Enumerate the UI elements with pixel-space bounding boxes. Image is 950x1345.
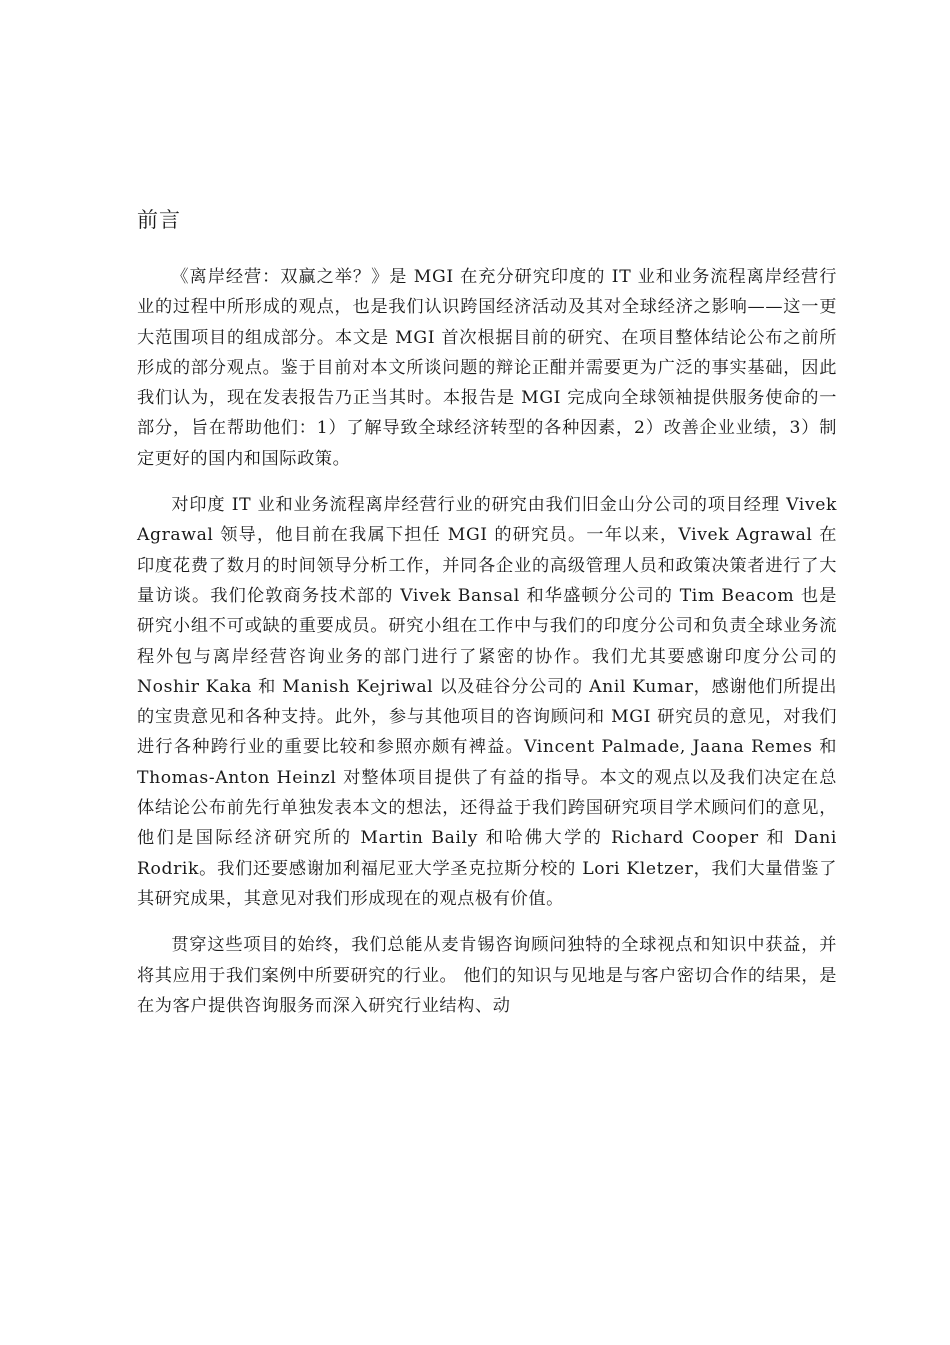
paragraph-intro: 《离岸经营：双赢之举？》是 MGI 在充分研究印度的 IT 业和业务流程离岸经营行业的过程中所形成的观点，也是我们认识跨国经济活动及其对全球经济之影响——这一更大范围项目的组成部分。本文是 MGI 首次根据目前的研究、在项目整体结论公布之前所形成的部分观点。鉴于目前对本文所谈问题的辩论正酣并需要更为广泛的事实基础，因此我们认为，现在发表报告乃正当其时。本报告是 MGI 完成向全球领袖提供服务使命的一部分，旨在帮助他们：1）了解导致全球经济转型的各种因素，2）改善企业业绩，3）制定更好的国内和国际政策。 — [137, 267, 837, 469]
section-heading: 前言 — [137, 208, 181, 232]
document-page — [137, 200, 837, 1037]
paragraph-acknowledgements: 对印度 IT 业和业务流程离岸经营行业的研究由我们旧金山分公司的项目经理 Vivek Agrawal 领导，他目前在我属下担任 MGI 的研究员。一年以来，Vivek Agrawal 在印度花费了数月的时间领导分析工作，并同各企业的高级管理人员和政策决策者进行了大量访谈。我们伦敦商务技术部的 Vivek Bansal 和华盛顿分公司的 Tim Beacom 也是研究小组不可或缺的重要成员。研究小组在工作中与我们的印度分公司和负责全球业务流程外包与离岸经营咨询业务的部门进行了紧密的协作。我们尤其要感谢印度分公司的 Noshir Kaka 和 Manish Kejriwal 以及硅谷分公司的 Anil Kumar，感谢他们所提出的宝贵意见和各种支持。此外，参与其他项目的咨询顾问和 MGI 研究员的意见，对我们进行各种跨行业的重要比较和参照亦颇有裨益。Vincent Palmade, Jaana Remes 和 Thomas-Anton Heinzl 对整体项目提供了有益的指导。本文的观点以及我们决定在总体结论公布前先行单独发表本文的想法，还得益于我们跨国研究项目学术顾问们的意见，他们是国际经济研究所的 Martin Baily 和哈佛大学的 Richard Cooper 和 Dani Rodrik。我们还要感谢加利福尼亚大学圣克拉斯分校的 Lori Kletzer，我们大量借鉴了其研究成果，其意见对我们形成现在的观点极有价值。 — [137, 495, 837, 909]
paragraph-global-perspective: 贯穿这些项目的始终，我们总能从麦肯锡咨询顾问独特的全球视点和知识中获益，并将其应用于我们案例中所要研究的行业。 他们的知识与见地是与客户密切合作的结果，是在为客户提供咨询服务而深入研究行业结构、动 — [137, 935, 837, 1016]
